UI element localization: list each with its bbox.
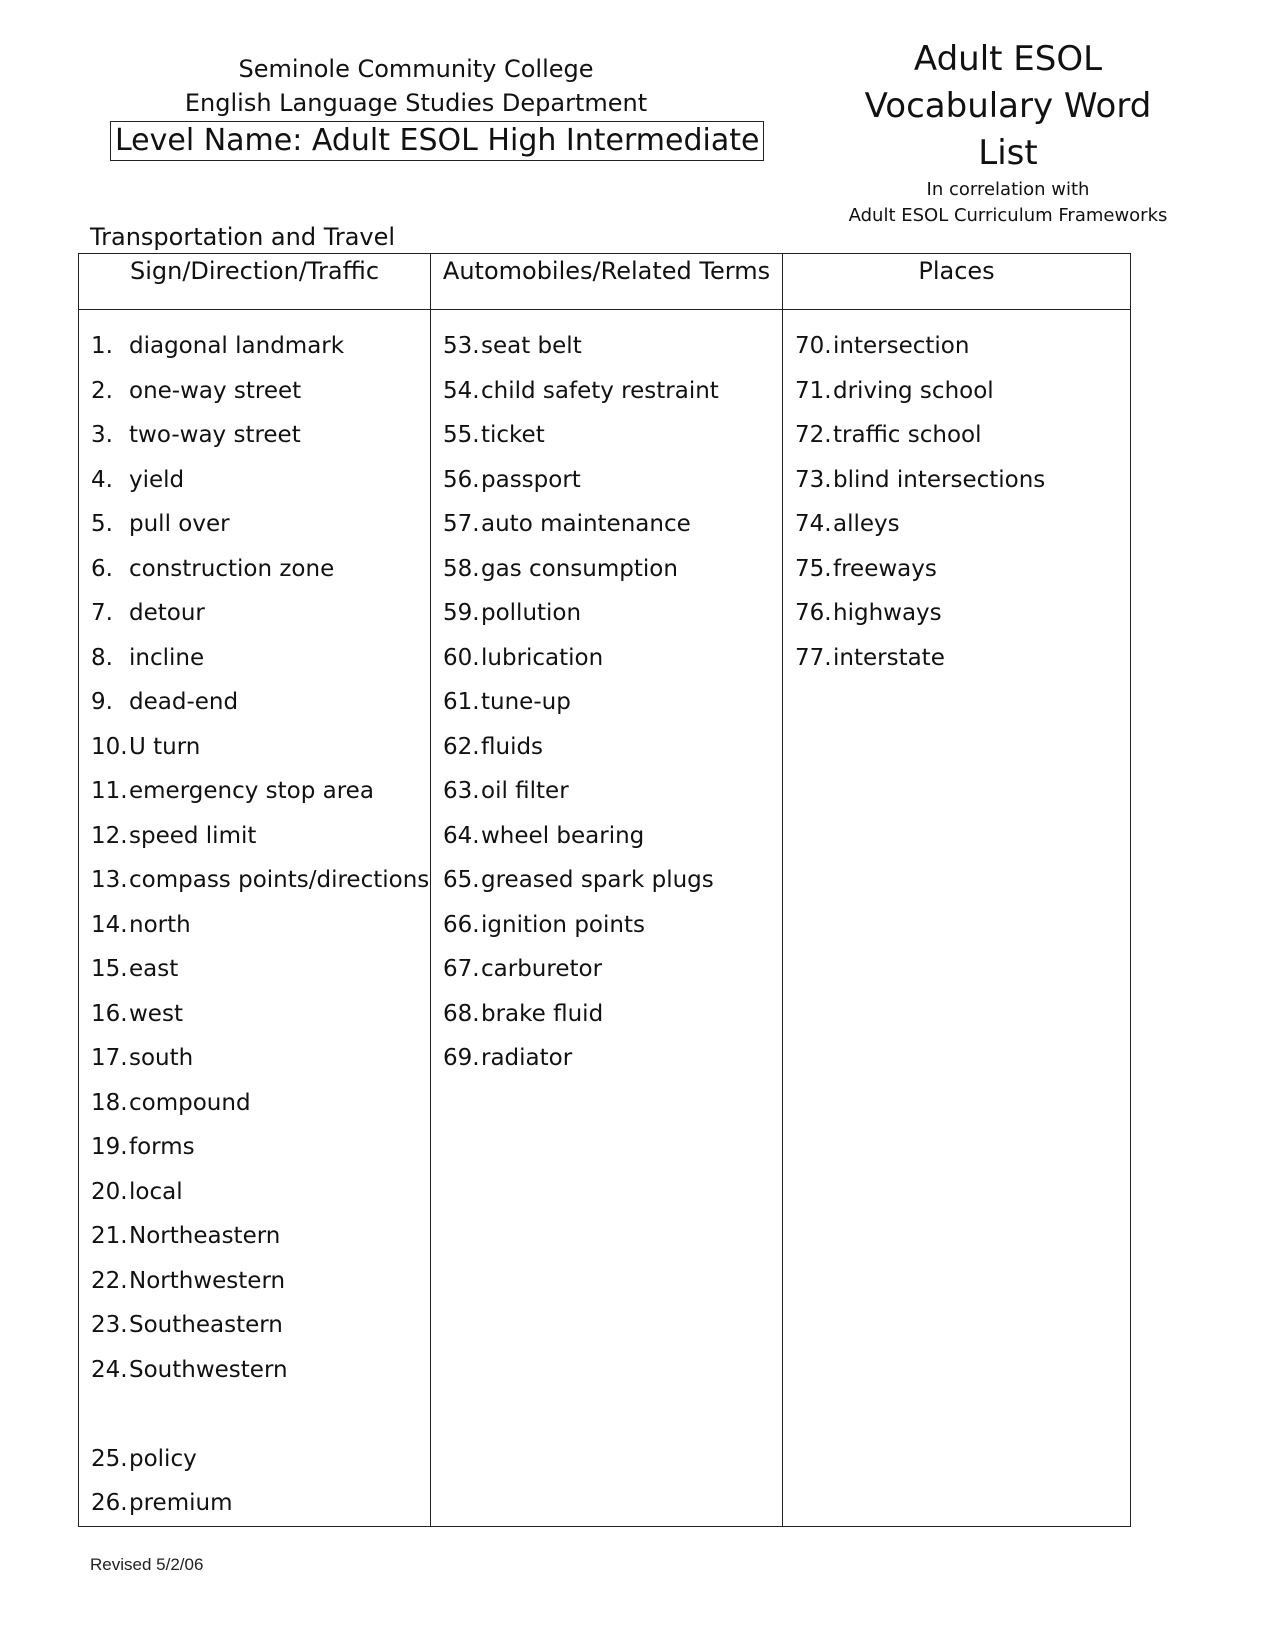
word-list-places <box>795 324 1130 680</box>
list-item <box>443 413 782 458</box>
item-term: alleys <box>833 511 900 537</box>
item-number: 55. <box>443 422 480 448</box>
header-left <box>110 52 760 161</box>
list-item <box>91 369 430 414</box>
list-item <box>795 591 1130 636</box>
item-term: highways <box>833 600 942 626</box>
list-item <box>795 458 1130 503</box>
item-number: 21. <box>91 1223 128 1249</box>
doc-subtitle-line1: In correlation with <box>926 179 1090 200</box>
item-term: south <box>129 1045 194 1071</box>
list-item <box>443 858 782 903</box>
item-number: 65. <box>443 867 480 893</box>
item-term: detour <box>129 600 205 626</box>
doc-subtitle-line2: Adult ESOL Curriculum Frameworks <box>848 205 1168 226</box>
item-term: compound <box>129 1089 251 1116</box>
item-number: 61. <box>443 689 480 715</box>
list-item <box>443 992 782 1037</box>
item-term: ticket <box>481 422 545 448</box>
item-number: 25. <box>91 1445 128 1472</box>
item-term: brake fluid <box>481 1000 604 1027</box>
item-number: 24. <box>91 1356 128 1383</box>
column-signs <box>79 310 431 1527</box>
level-name-box: Level Name: Adult ESOL High Intermediate <box>110 121 764 161</box>
list-item <box>91 1348 430 1393</box>
list-item <box>443 369 782 414</box>
item-term: Southeastern <box>129 1312 283 1338</box>
item-number: 70. <box>795 333 832 359</box>
list-item <box>91 1481 430 1526</box>
item-term: east <box>129 956 179 982</box>
list-item <box>91 858 430 903</box>
item-term: auto maintenance <box>481 511 691 537</box>
revision-date: Revised 5/2/06 <box>90 1555 204 1574</box>
item-term: compass points/directions <box>129 867 430 893</box>
item-number: 7. <box>91 600 113 626</box>
list-item <box>443 680 782 725</box>
item-number: 12. <box>91 822 128 849</box>
item-number: 3. <box>91 422 113 448</box>
item-number: 6. <box>91 555 113 582</box>
item-term: Northeastern <box>129 1223 281 1249</box>
item-term: pollution <box>481 600 582 626</box>
list-item <box>91 725 430 770</box>
column-places <box>783 310 1131 1527</box>
list-item <box>91 947 430 992</box>
item-number: 2. <box>91 377 113 404</box>
item-number: 57. <box>443 511 480 537</box>
column-heading-automobiles: Automobiles/Related Terms <box>431 254 783 310</box>
word-list-automobiles <box>443 324 782 1081</box>
item-number: 64. <box>443 822 480 849</box>
list-item <box>91 1036 430 1081</box>
item-number: 11. <box>91 778 128 804</box>
list-item <box>795 324 1130 369</box>
item-number: 26. <box>91 1490 128 1516</box>
item-term: north <box>129 911 191 938</box>
column-heading-signs: Sign/Direction/Traffic <box>79 254 431 310</box>
list-item <box>795 413 1130 458</box>
item-term: forms <box>129 1134 195 1160</box>
list-item <box>443 591 782 636</box>
list-item <box>443 814 782 859</box>
list-item <box>91 591 430 636</box>
item-term: west <box>129 1000 183 1027</box>
item-number: 19. <box>91 1134 128 1160</box>
item-number: 15. <box>91 956 128 982</box>
item-number: 60. <box>443 644 480 671</box>
list-item <box>91 1259 430 1304</box>
list-item <box>795 369 1130 414</box>
item-number: 17. <box>91 1045 128 1071</box>
doc-title-line1: Adult ESOL <box>913 39 1103 79</box>
item-term: construction zone <box>129 555 335 582</box>
item-number: 58. <box>443 555 480 582</box>
list-item <box>91 1437 430 1482</box>
item-term: diagonal landmark <box>129 333 345 359</box>
item-number: 62. <box>443 733 480 760</box>
item-number: 67. <box>443 956 480 982</box>
item-term: lubrication <box>481 644 604 671</box>
item-number: 18. <box>91 1089 128 1116</box>
list-item <box>91 1303 430 1348</box>
item-number: 14. <box>91 911 128 938</box>
item-term: Southwestern <box>129 1356 288 1383</box>
list-item <box>91 458 430 503</box>
list-item <box>91 502 430 547</box>
list-item <box>91 769 430 814</box>
list-item <box>443 458 782 503</box>
item-term: passport <box>481 466 581 493</box>
item-number: 63. <box>443 778 480 804</box>
item-number: 5. <box>91 511 113 537</box>
item-number: 1. <box>91 333 113 359</box>
list-item <box>443 769 782 814</box>
list-item <box>443 947 782 992</box>
list-item <box>443 636 782 681</box>
item-number: 4. <box>91 466 113 493</box>
item-term: one-way street <box>129 377 302 404</box>
item-term: yield <box>129 466 185 493</box>
item-term: speed limit <box>129 822 257 849</box>
item-number: 13. <box>91 867 128 893</box>
item-term: dead-end <box>129 689 239 715</box>
list-item <box>91 903 430 948</box>
item-term: policy <box>129 1445 197 1472</box>
item-number: 22. <box>91 1267 128 1294</box>
item-term: emergency stop area <box>129 778 374 804</box>
column-automobiles <box>431 310 783 1527</box>
item-term: intersection <box>833 333 970 359</box>
item-number: 72. <box>795 422 832 448</box>
item-term: driving school <box>833 377 994 404</box>
item-term: carburetor <box>481 956 603 982</box>
item-term: oil filter <box>481 778 569 804</box>
list-item <box>795 547 1130 592</box>
department-name: English Language Studies Department <box>184 89 648 117</box>
list-item <box>443 502 782 547</box>
college-name: Seminole Community College <box>238 55 594 83</box>
item-term: greased spark plugs <box>481 867 714 893</box>
list-item <box>443 1036 782 1081</box>
item-number: 74. <box>795 511 832 537</box>
list-item <box>443 324 782 369</box>
item-number: 73. <box>795 466 832 493</box>
item-number: 71. <box>795 377 832 404</box>
item-term: ignition points <box>481 911 645 938</box>
item-number: 56. <box>443 466 480 493</box>
item-number: 68. <box>443 1000 480 1027</box>
list-item <box>91 1170 430 1215</box>
list-item <box>795 502 1130 547</box>
list-item <box>91 324 430 369</box>
item-term: radiator <box>481 1045 573 1071</box>
list-item <box>91 1125 430 1170</box>
item-term: incline <box>129 644 205 671</box>
item-number: 23. <box>91 1312 128 1338</box>
item-number: 53. <box>443 333 480 359</box>
item-term: gas consumption <box>481 555 678 582</box>
word-list-signs <box>91 324 430 1526</box>
list-item <box>91 1214 430 1259</box>
section-title: Transportation and Travel <box>90 223 396 251</box>
item-term: two-way street <box>129 422 301 448</box>
list-item <box>795 636 1130 681</box>
item-number: 76. <box>795 600 832 626</box>
item-number: 9. <box>91 689 113 715</box>
item-term: local <box>129 1178 183 1205</box>
list-item <box>91 1392 430 1437</box>
item-term: U turn <box>129 733 201 760</box>
item-number: 8. <box>91 644 113 671</box>
item-term: tune-up <box>481 689 571 715</box>
item-term: interstate <box>833 644 945 671</box>
item-number: 75. <box>795 555 832 582</box>
list-item <box>91 992 430 1037</box>
list-item <box>91 814 430 859</box>
list-item <box>443 547 782 592</box>
item-number: 66. <box>443 911 480 938</box>
doc-title-line2: Vocabulary Word List <box>864 86 1152 173</box>
item-term: wheel bearing <box>481 822 645 849</box>
item-term: child safety restraint <box>481 377 719 404</box>
header-right <box>840 36 1176 229</box>
list-item <box>91 413 430 458</box>
item-number: 69. <box>443 1045 480 1071</box>
column-heading-places: Places <box>783 254 1131 310</box>
item-number: 77. <box>795 644 832 671</box>
item-number: 16. <box>91 1000 128 1027</box>
item-term: seat belt <box>481 333 582 359</box>
list-item <box>91 636 430 681</box>
table-body-row <box>79 310 1131 1527</box>
item-term: freeways <box>833 555 937 582</box>
item-number: 20. <box>91 1178 128 1205</box>
item-term: traffic school <box>833 422 982 448</box>
item-term: fluids <box>481 733 544 760</box>
item-term: premium <box>129 1490 233 1516</box>
vocabulary-table <box>78 253 1131 1527</box>
item-number: 59. <box>443 600 480 626</box>
item-number: 10. <box>91 733 128 760</box>
item-term: Northwestern <box>129 1267 286 1294</box>
table-header-row <box>79 254 1131 310</box>
item-term: pull over <box>129 511 230 537</box>
list-item <box>443 725 782 770</box>
item-term: blind intersections <box>833 466 1046 493</box>
list-item <box>91 547 430 592</box>
item-number: 54. <box>443 377 480 404</box>
list-item <box>91 1081 430 1126</box>
list-item <box>443 903 782 948</box>
list-item <box>91 680 430 725</box>
